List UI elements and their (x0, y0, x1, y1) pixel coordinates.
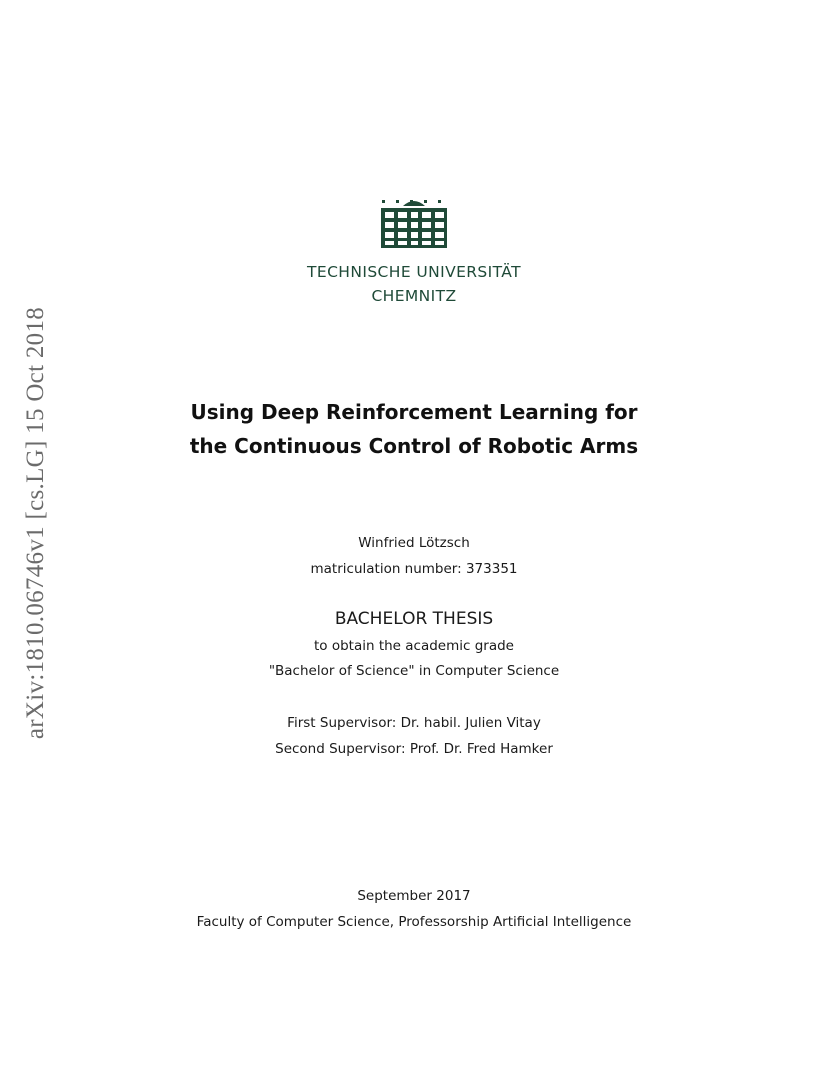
thesis-title-line2: the Continuous Control of Robotic Arms (189, 434, 639, 458)
thesis-title-line1: Using Deep Reinforcement Learning for (190, 400, 638, 424)
thesis-purpose: to obtain the academic grade (313, 638, 514, 654)
second-supervisor: Second Supervisor: Prof. Dr. Fred Hamker (275, 741, 553, 757)
submission-date: September 2017 (357, 888, 471, 904)
author-name: Winfried Lötzsch (358, 535, 470, 551)
first-supervisor: First Supervisor: Dr. habil. Julien Vitay (287, 715, 541, 731)
university-name-line1: TECHNISCHE UNIVERSITÄT (307, 263, 521, 281)
matriculation-number: matriculation number: 373351 (310, 561, 518, 577)
arxiv-identifier-stamp: arXiv:1810.06746v1 [cs.LG] 15 Oct 2018 (22, 306, 49, 740)
thesis-degree: "Bachelor of Science" in Computer Science (268, 663, 560, 679)
faculty-name: Faculty of Computer Science, Professorship Artificial Intelligence (196, 914, 632, 930)
university-name-line2: CHEMNITZ (371, 287, 457, 305)
university-logo-icon (379, 196, 449, 252)
thesis-type: BACHELOR THESIS (334, 609, 494, 629)
